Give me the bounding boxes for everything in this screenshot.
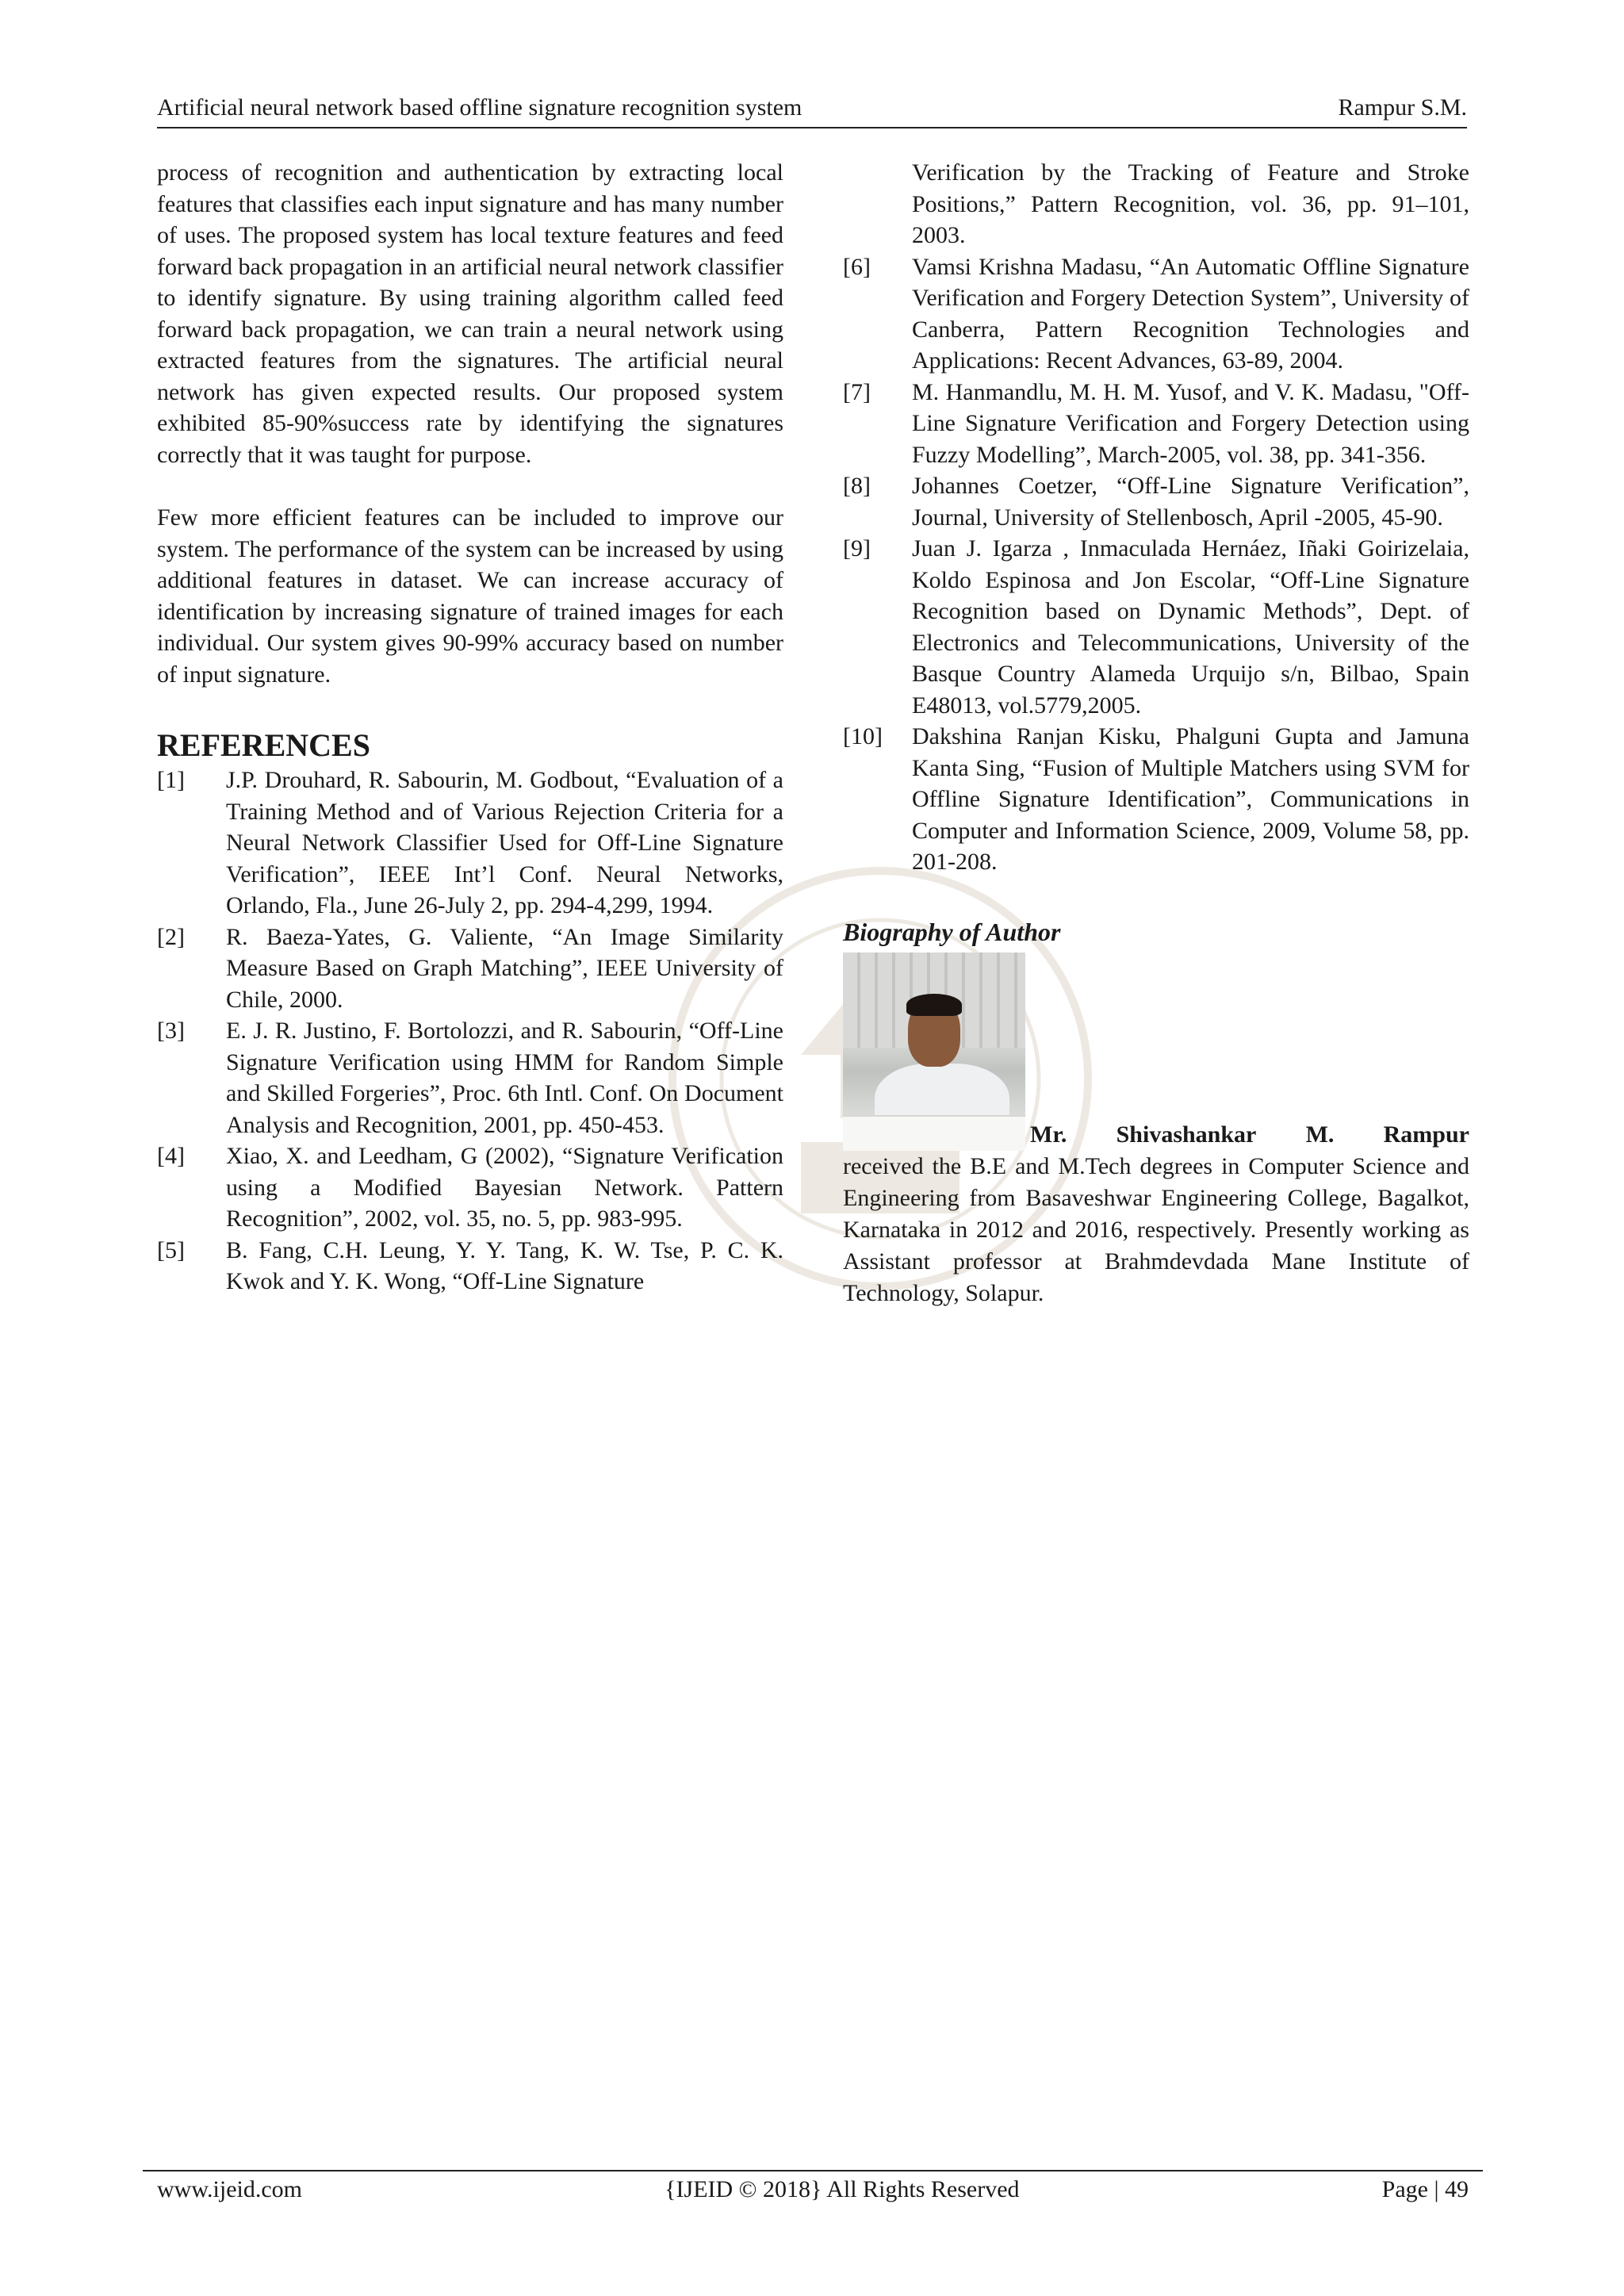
reference-text: Vamsi Krishna Madasu, “An Automatic Offline Signature Verification and Forgery Detection System”, University of Canberra, Pattern Recognition Technologies and Applications: Recent Advances, 63-89, 2004. (912, 253, 1469, 374)
reference-number: [8] (843, 473, 871, 499)
reference-text: B. Fang, C.H. Leung, Y. Y. Tang, K. W. Tse, P. C. K. Kwok and Y. K. Wong, “Off-Line Signature (226, 1236, 783, 1294)
reference-number: [1] (157, 767, 185, 793)
author-name-last: Rampur (1383, 1121, 1469, 1148)
reference-text: Juan J. Igarza , Inmaculada Hernáez, Iñaki Goirizelaia, Koldo Espinosa and Jon Escolar, “Off-Line Signature Recognition based on Dynamic Methods”, Dept. of Electronics and Telecommunications, University of the Basque Country Alameda Urquijo s/n, Bilbao, Spain E48013, vol.5779,2005. (912, 535, 1469, 719)
reference-number: [10] (843, 723, 883, 749)
author-name-first: Shivashankar (1116, 1121, 1257, 1148)
reference-text: Verification by the Tracking of Feature and Stroke Positions,” Pattern Recognition, vol. 36, pp. 91–101, 2003. (912, 159, 1469, 248)
author-name-title: Mr. (1030, 1121, 1067, 1148)
reference-number (843, 157, 912, 251)
reference-number: [7] (843, 378, 871, 405)
header-author: Rampur S.M. (1338, 94, 1467, 121)
reference-text: M. Hanmandlu, M. H. M. Yusof, and V. K. Madasu, "Off-Line Signature Verification and Forgery Detection using Fuzzy Modelling”, March-2005, vol. 38, pp. 341-356. (912, 378, 1469, 468)
reference-text: R. Baeza-Yates, G. Valiente, “An Image Similarity Measure Based on Graph Matching”, IEEE University of Chile, 2000. (226, 923, 783, 1013)
running-header (157, 89, 1467, 128)
conclusion-paragraph-2: Few more efficient features can be included to improve our system. The performance of the system can be increased by using additional features in dataset. We can increase accuracy of identification by increasing signature of trained images for each individual. Our system gives 90-99% accuracy based on number of input signature. (157, 504, 783, 688)
reference-item (157, 922, 783, 1016)
reference-text: J.P. Drouhard, R. Sabourin, M. Godbout, “Evaluation of a Training Method and of Various Rejection Criteria for a Neural Network Classifier Used for Off-Line Signature Verification”, IEEE Int’l Conf. Neural Networks, Orlando, Fla., June 26-July 2, pp. 294-4,299, 1994. (226, 767, 783, 918)
references-heading: REFERENCES (157, 727, 370, 763)
biography-text: received the B.E and M.Tech degrees in Computer Science and Engineering from Basaveshwar Engineering College, Bagalkot, Karnataka in 2012 and 2016, respectively. Presently working as Assistant professor at Brahmdevdada Mane Institute of Technology, Solapur. (843, 1152, 1469, 1306)
reference-item (157, 1015, 783, 1140)
reference-text: Dakshina Ranjan Kisku, Phalguni Gupta and Jamuna Kanta Sing, “Fusion of Multiple Matchers using SVM for Offline Signature Identification”, Communications in Computer and Information Science, 2009, Volume 58, pp. 201-208. (912, 723, 1469, 875)
reference-item (157, 765, 783, 922)
reference-text: Xiao, X. and Leedham, G (2002), “Signature Verification using a Modified Bayesian Network. Pattern Recognition”, 2002, vol. 35, no. 5, pp. 983-995. (226, 1143, 783, 1232)
footer-page-number: Page | 49 (1381, 2176, 1469, 2202)
reference-number: [3] (157, 1018, 185, 1044)
reference-number: [5] (157, 1236, 185, 1263)
biography-heading: Biography of Author (843, 917, 1061, 946)
author-name-initial: M. (1305, 1121, 1335, 1148)
right-column (843, 157, 1469, 1309)
conclusion-paragraph-1: process of recognition and authentication by extracting local features that classifies each input signature and has many number of uses. The proposed system has local texture features and feed forward back propagation in an artificial neural network classifier to identify signature. By using training algorithm called feed forward back propagation, we can train a neural network using extracted features from the signatures. The artificial neural network has given expected results. Our proposed system exhibited 85-90%success rate by identifying the signatures correctly that it was taught for purpose. (157, 159, 783, 468)
reference-item (157, 1235, 783, 1297)
reference-number: [9] (843, 535, 871, 562)
reference-item (843, 721, 1469, 878)
author-photo (843, 953, 1025, 1151)
reference-item (843, 251, 1469, 377)
reference-item (843, 470, 1469, 533)
page-footer (143, 2170, 1483, 2208)
reference-text: E. J. R. Justino, F. Bortolozzi, and R. Sabourin, “Off-Line Signature Verification using HMM for Random Simple and Skilled Forgeries”, Proc. 6th Intl. Conf. On Document Analysis and Recognition, 2001, pp. 450-453. (226, 1018, 783, 1138)
reference-item (157, 1140, 783, 1235)
left-column (157, 157, 783, 1297)
reference-item (843, 533, 1469, 721)
reference-text: Johannes Coetzer, “Off-Line Signature Verification”, Journal, University of Stellenbosch, April -2005, 45-90. (912, 473, 1469, 531)
reference-number: [2] (157, 923, 185, 950)
footer-copyright: {IJEID © 2018} All Rights Reserved (665, 2176, 1020, 2202)
biography-block (843, 953, 1469, 1309)
footer-website: www.ijeid.com (157, 2176, 303, 2202)
author-name (1030, 1119, 1469, 1151)
reference-number: [4] (157, 1143, 185, 1169)
reference-number: [6] (843, 253, 871, 280)
header-title: Artificial neural network based offline signature recognition system (157, 94, 802, 121)
reference-item-continued (843, 157, 1469, 251)
reference-item (843, 377, 1469, 471)
